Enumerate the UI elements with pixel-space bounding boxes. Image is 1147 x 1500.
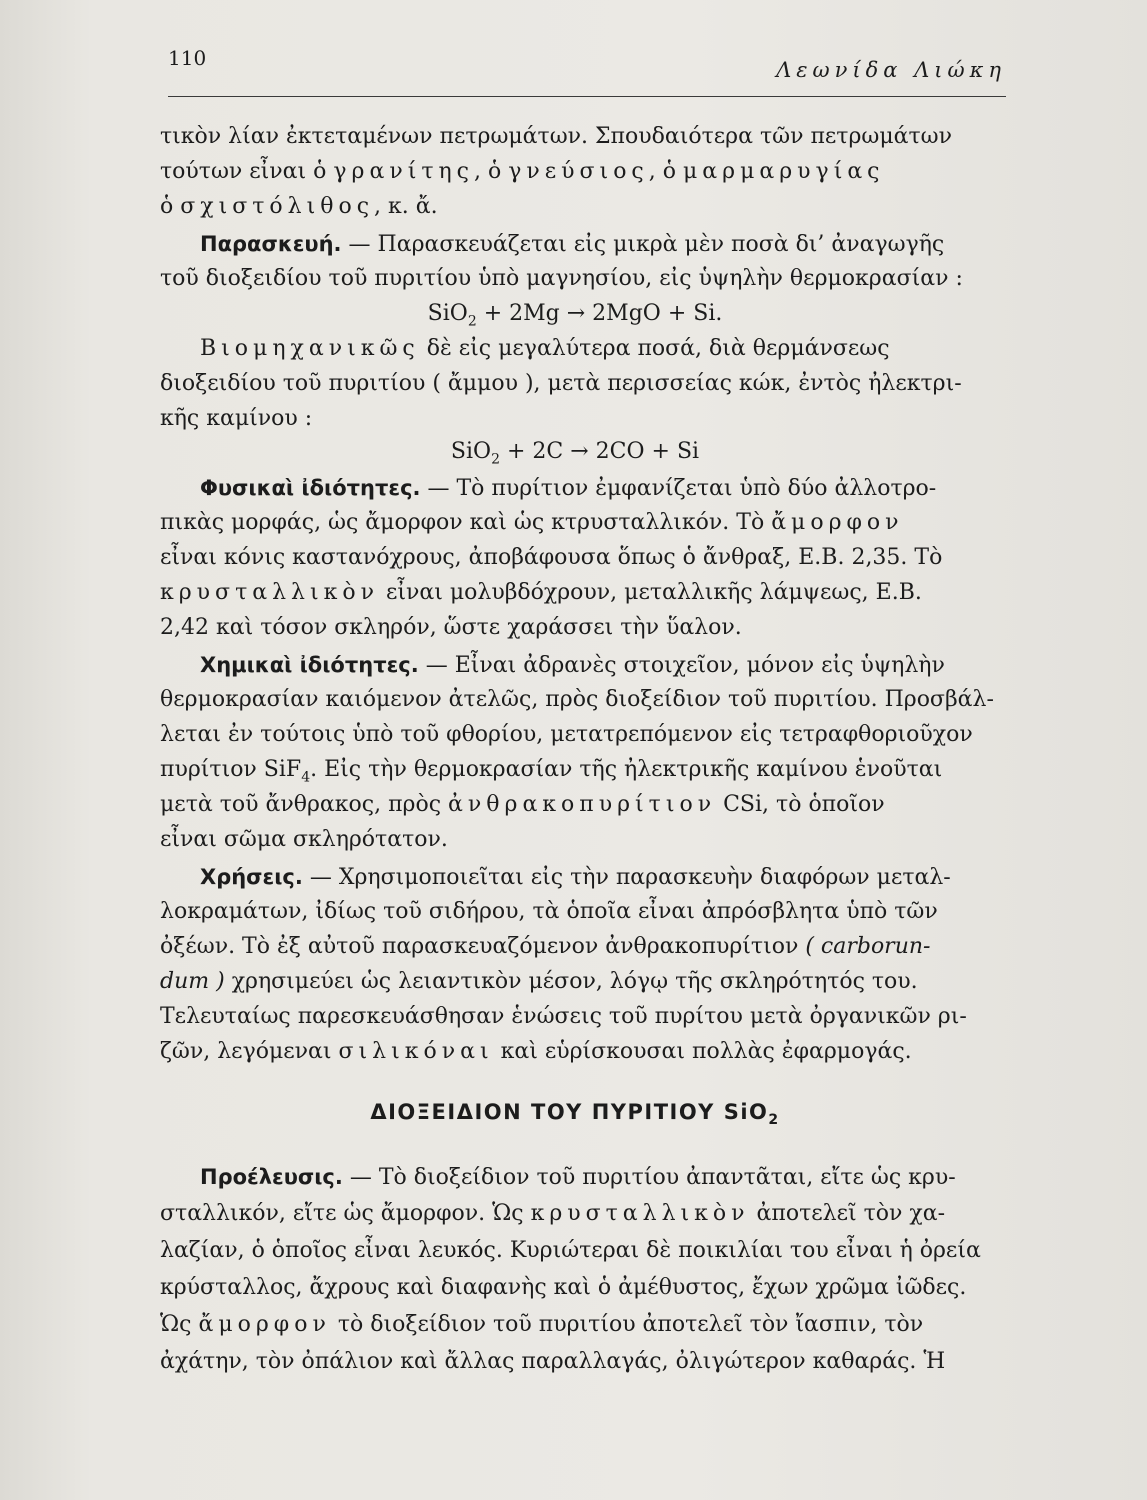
text-line: 2,42 καὶ τόσον σκληρόν, ὥστε χαράσσει τὴν ὕαλον. xyxy=(160,615,742,640)
text-line: Φυσικαὶ ἰδιότητες. — Τὸ πυρίτιον ἐμφανίζεται ὑπὸ δύο ἀλλοτρο- xyxy=(200,476,937,501)
running-head: Λεωνίδα Λιώκη xyxy=(776,58,1006,82)
heading-preparation: Παρασκευή. xyxy=(200,232,342,256)
text-line: πικὰς μορφάς, ὡς ἄμορφον καὶ ὡς κτρυσταλλικόν. Τὸ ἄμορφον xyxy=(160,510,904,535)
text-line: dum ) χρησιμεύει ὡς λειαντικὸν μέσον, λόγῳ τῆς σκληρότητός του. xyxy=(160,969,918,994)
text-line: διοξειδίου τοῦ πυριτίου ( ἄμμου ), μετὰ περισσείας κώκ, ἐντὸς ἠλεκτρι- xyxy=(160,371,962,396)
text-line: λοκραμάτων, ἰδίως τοῦ σιδήρου, τὰ ὁποῖα εἶναι ἀπρόσβλητα ὑπὸ τῶν xyxy=(160,899,938,924)
text-line: ὀξέων. Τὸ ἐξ αὐτοῦ παρασκευαζόμενον ἀνθρακοπυρίτιον ( carborun- xyxy=(160,934,931,959)
text-line: Βιομηχανικῶς δὲ εἰς μεγαλύτερα ποσά, διὰ θερμάνσεως xyxy=(200,336,890,361)
text-line: θερμοκρασίαν καιόμενον ἀτελῶς, πρὸς διοξείδιον τοῦ πυριτίου. Προσβάλ- xyxy=(160,687,994,712)
text-line: Ὡς ἄμορφον τὸ διοξείδιον τοῦ πυριτίου ἀποτελεῖ τὸν ἴασπιν, τὸν xyxy=(160,1312,924,1337)
text-line: λεται ἐν τούτοις ὑπὸ τοῦ φθορίου, μετατρεπόμενον εἰς τετραφθοριοῦχον xyxy=(160,722,973,747)
heading-physical: Φυσικαὶ ἰδιότητες. xyxy=(200,476,421,500)
section-title: ΔΙΟΞΕΙΔΙΟΝ ΤΟΥ ΠΥΡΙΤΙΟΥ SiO$_2$ xyxy=(370,1100,780,1129)
heading-chemical: Χημικαὶ ἰδιότητες. xyxy=(200,653,419,677)
text-line: τούτων εἶναι ὁ γρανίτης, ὁ γνεύσιος, ὁ μαρμαρυγίας xyxy=(160,159,885,184)
text-line: κῆς καμίνου : xyxy=(160,406,313,431)
page-number: 110 xyxy=(168,46,207,70)
heading-origin: Προέλευσις. xyxy=(200,1165,343,1189)
text-line: εἶναι σῶμα σκληρότατον. xyxy=(160,827,448,852)
text-line: λαζίαν, ὁ ὁποῖος εἶναι λευκός. Κυριώτεραι δὲ ποικιλίαι του εἶναι ἡ ὀρεία xyxy=(160,1238,981,1263)
text-line: μετὰ τοῦ ἄνθρακος, πρὸς ἀνθρακοπυρίτιον CSi, τὸ ὁποῖον xyxy=(160,792,885,817)
text-line: σταλλικόν, εἴτε ὡς ἄμορφον. Ὡς κρυσταλλικὸν ἀποτελεῖ τὸν χα- xyxy=(160,1201,946,1226)
text-line: ὁ σχιστόλιθος, κ. ἄ. xyxy=(160,194,438,219)
text-line: Χρήσεις. — Χρησιμοποιεῖται εἰς τὴν παρασκευὴν διαφόρων μεταλ- xyxy=(200,865,951,890)
heading-uses: Χρήσεις. xyxy=(200,865,303,889)
text-line: τοῦ διοξειδίου τοῦ πυριτίου ὑπὸ μαγνησίου, εἰς ὑψηλὴν θερμοκρασίαν : xyxy=(160,266,963,291)
equation: SiO$_2$ + 2C → 2CO + Si xyxy=(450,439,700,468)
text-line: Προέλευσις. — Τὸ διοξείδιον τοῦ πυριτίου ἀπαντᾶται, εἴτε ὡς κρυ- xyxy=(200,1165,956,1190)
text-line: Χημικαὶ ἰδιότητες. — Εἶναι ἀδρανὲς στοιχεῖον, μόνον εἰς ὑψηλὴν xyxy=(200,653,945,678)
page-header xyxy=(168,40,1006,97)
text-line: κρύσταλλος, ἄχρους καὶ διαφανὴς καὶ ὁ ἀμέθυστος, ἔχων χρῶμα ἰῶδες. xyxy=(160,1275,967,1300)
equation: SiO$_2$ + 2Mg → 2MgO + Si. xyxy=(427,301,723,330)
text-line: ἀχάτην, τὸν ὀπάλιον καὶ ἄλλας παραλλαγάς, ὀλιγώτερον καθαράς. Ἡ xyxy=(160,1349,946,1374)
text-line: πυρίτιον SiF$_4$. Εἰς τὴν θερμοκρασίαν τῆς ἠλεκτρικῆς καμίνου ἑνοῦται xyxy=(160,757,943,786)
text-line: τικὸν λίαν ἐκτεταμένων πετρωμάτων. Σπουδαιότερα τῶν πετρωμάτων xyxy=(160,124,952,149)
text-line: Παρασκευή. — Παρασκευάζεται εἰς μικρὰ μὲν ποσὰ δι’ ἀναγωγῆς xyxy=(200,232,945,257)
text-line: εἶναι κόνις καστανόχρους, ἀποβάφουσα ὅπως ὁ ἄνθραξ, Ε.Β. 2,35. Τὸ xyxy=(160,545,943,570)
text-line: κρυσταλλικὸν εἶναι μολυβδόχρουν, μεταλλικῆς λάμψεως, Ε.Β. xyxy=(160,580,922,605)
text-line: Τελευταίως παρεσκευάσθησαν ἑνώσεις τοῦ πυρίτου μετὰ ὀργανικῶν ρι- xyxy=(160,1004,967,1029)
text-line: ζῶν, λεγόμεναι σιλικόναι καὶ εὑρίσκουσαι πολλὰς ἐφαρμογάς. xyxy=(160,1039,912,1064)
